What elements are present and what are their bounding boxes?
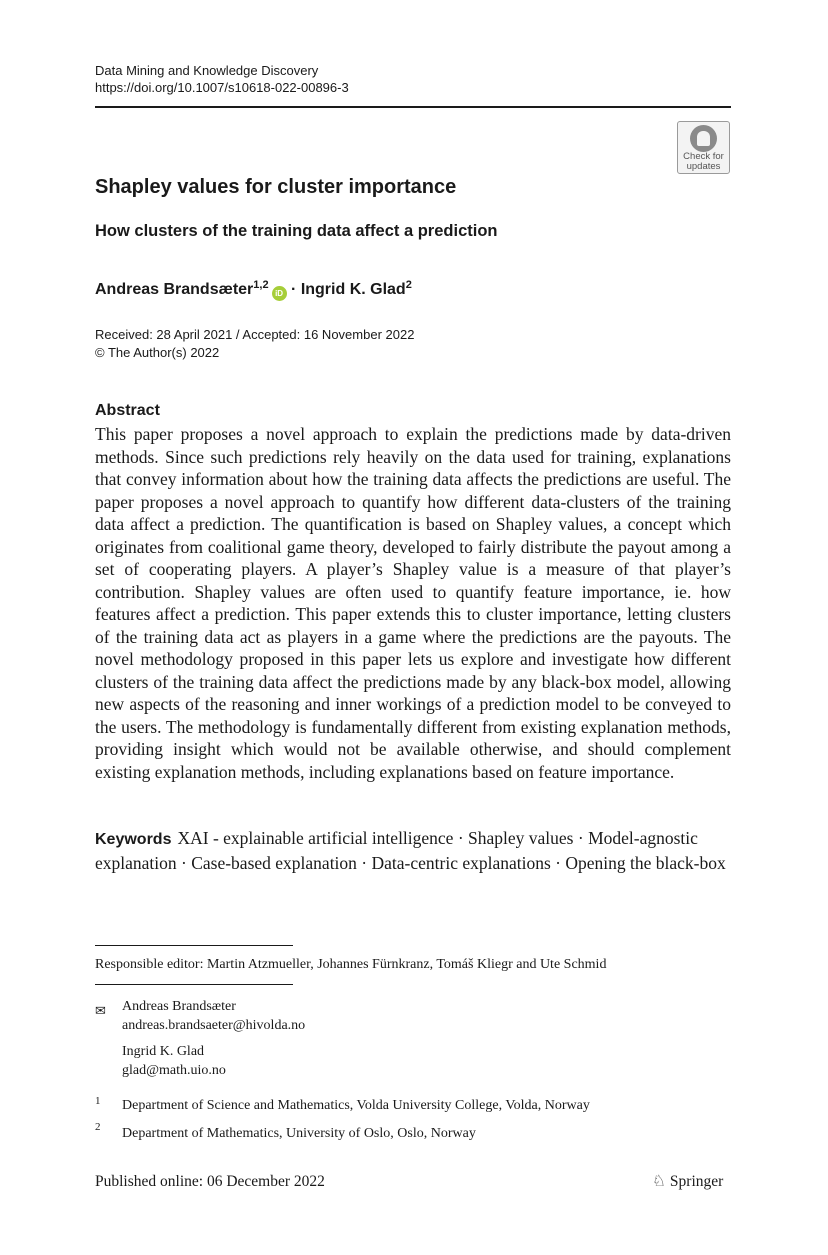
article-dates: [95, 326, 414, 362]
article-title: Shapley values for cluster importance: [95, 176, 457, 198]
journal-doi-link[interactable]: https://doi.org/10.1007/s10618-022-00896-3: [95, 80, 349, 95]
copyright-line: © The Author(s) 2022: [95, 345, 220, 360]
contact-2: [122, 1042, 226, 1080]
contact-1-name: Andreas Brandsæter: [122, 999, 236, 1014]
contact-rule: [95, 984, 293, 985]
abstract-heading: Abstract: [95, 402, 160, 419]
abstract-text: This paper proposes a novel approach to explain the predictions made by data-driven methods. Since such predictions rely heavily on the data used for training, explanations that convey information about how the training data affects the predictions are useful. The paper proposes a novel approach to quantify how different data-clusters of the training data affect a prediction. The quantification is based on Shapley values, a concept which originates from coalitional game theory, developed to fairly distribute the payout among a set of cooperating players. A player’s Shapley value is a measure of that player’s contribution. Shapley values are often used to quantify feature importance, ie. how features affect a prediction. This paper extends this to cluster importance, letting clusters of the training data act as players in a game where the predictions are the payouts. The novel methodology proposed in this paper lets us explore and investigate how different clusters of the training data affect the predictions made by any black-box model, allowing new aspects of the reasoning and inner workings of a prediction model to be conveyed to the users. The methodology is fundamentally different from existing explanation methods, providing insight which would not be available otherwise, and should complement existing explanation methods, including explanations based on feature importance.: [95, 424, 731, 782]
keywords-block: [95, 827, 731, 874]
received-accepted: Received: 28 April 2021 / Accepted: 16 November 2022: [95, 327, 415, 342]
author-1-affiliation: 1,2: [253, 279, 269, 291]
springer-horse-icon: ♘: [652, 1173, 666, 1190]
author-1-name[interactable]: Andreas Brandsæter: [95, 281, 254, 298]
author-2-name[interactable]: Ingrid K. Glad: [300, 281, 406, 298]
affiliation-2-number: 2: [95, 1121, 101, 1133]
footnote-rule: [95, 945, 293, 946]
contact-2-email[interactable]: glad@math.uio.no: [122, 1063, 226, 1078]
published-online: Published online: 06 December 2022: [95, 1173, 325, 1190]
publisher-name: Springer: [669, 1173, 724, 1190]
check-for-updates-badge[interactable]: [677, 121, 730, 174]
publisher-logo[interactable]: [652, 1172, 723, 1192]
keywords-label: Keywords: [95, 831, 172, 848]
affiliation-1-number: 1: [95, 1095, 101, 1107]
responsible-editor: Responsible editor: Martin Atzmueller, Johannes Fürnkranz, Tomáš Kliegr and Ute Schmid: [95, 957, 607, 972]
affiliation-2-text: Department of Mathematics, University of Oslo, Oslo, Norway: [122, 1126, 476, 1141]
author-2-affiliation: 2: [405, 279, 412, 291]
contact-1-email[interactable]: andreas.brandsaeter@hivolda.no: [122, 1018, 306, 1033]
affiliation-1-text: Department of Science and Mathematics, Volda University College, Volda, Norway: [122, 1098, 590, 1113]
journal-header: [95, 62, 349, 96]
contact-1: [122, 997, 305, 1035]
badge-line-1: Check for: [683, 151, 724, 162]
author-separator: ·: [291, 281, 297, 298]
author-list: [95, 273, 412, 302]
check-updates-icon: [690, 125, 717, 152]
orcid-icon[interactable]: iD: [272, 286, 287, 301]
contact-2-name: Ingrid K. Glad: [122, 1044, 205, 1059]
keywords-text: XAI - explainable artificial intelligence · Shapley values · Model-agnostic explanation · Case-based explanation · Data-centric explanations · Opening the black-box: [95, 828, 726, 873]
header-rule: [95, 106, 731, 108]
journal-name: Data Mining and Knowledge Discovery: [95, 63, 319, 78]
envelope-icon: ✉: [95, 1003, 106, 1018]
badge-line-2: updates: [686, 161, 721, 172]
article-subtitle: How clusters of the training data affect a prediction: [95, 222, 498, 240]
